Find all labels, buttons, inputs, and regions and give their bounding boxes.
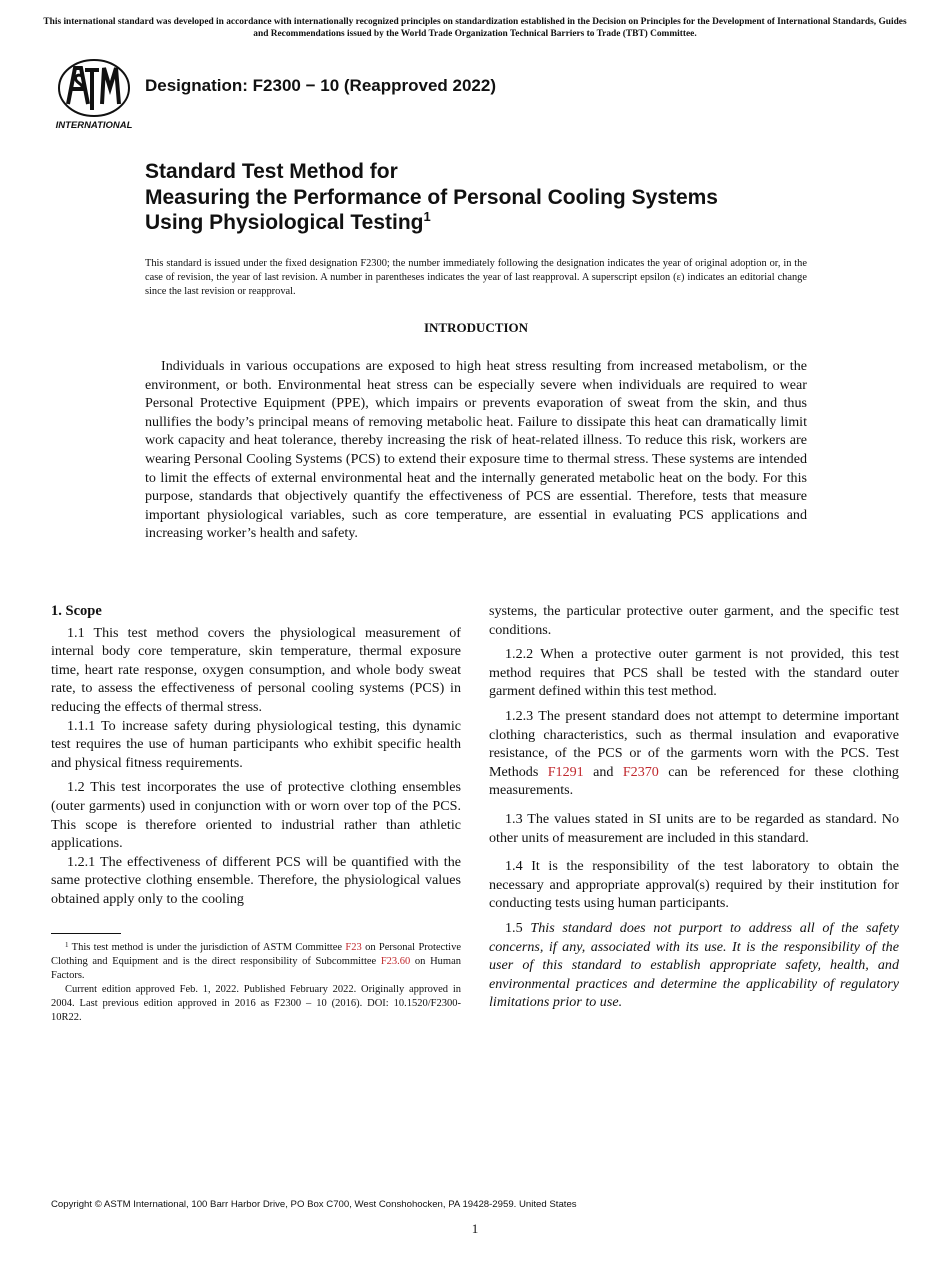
tbt-notice: This international standard was developed in accordance with internationally recognized principles on standardization established in the Decision on Principles for the Development of International Standards, Guides and Recommendations issued by the World Trade Organization Technical Barriers to Trade (TBT) Committee.: [43, 17, 907, 39]
right-column: [489, 602, 899, 1012]
introduction-text: Individuals in various occupations are exposed to high heat stress resulting from increased metabolism, or the environment, or both. Environmental heat stress can be especially severe when individuals are required to wear Personal Protective Equipment (PPE), which impairs or prevents evaporation of sweat from the skin, and thus nullifies the body’s principal means of removing metabolic heat. Failure to dissipate this heat can dramatically limit work capacity and heat tolerance, thereby increasing the risk of heat-related illness. To reduce this risk, workers are wearing Personal Cooling Systems (PCS) to extend their exposure time to thermal stress. These systems are intended to limit the effects of external environmental heat and the internally generated metabolic heat on the body. For this purpose, standards that objectively quantify the effectiveness of PCS are essential. Therefore, tests that measure important physiological variables, such as core temperature, are essential in evaluating PCS applications and increasing worker’s health and safety.: [145, 358, 807, 542]
para-1-2-1: 1.2.1 The effectiveness of different PCS will be quantified with the same protective clothing ensemble. Therefore, the physiological values obtained apply only to the cooling: [51, 853, 461, 907]
copyright: Copyright © ASTM International, 100 Barr Harbor Drive, PO Box C700, West Conshohocken, PA 19428-2959. United States: [51, 1199, 577, 1210]
link-f23-60[interactable]: F23.60: [380, 956, 411, 967]
para-1-2-1-continued: systems, the particular protective outer garment, and the specific test conditions.: [489, 603, 899, 638]
footnote-1-text-c: on Human Factors.: [51, 956, 461, 981]
left-column: [51, 602, 461, 909]
introduction-heading: INTRODUCTION: [423, 320, 528, 335]
astm-logo: [52, 58, 136, 132]
para-1-3: 1.3 The values stated in SI units are to be regarded as standard. No other units of measurement are included in this standard.: [489, 810, 899, 846]
para-1-5-text: This standard does not purport to address all of the safety concerns, if any, associated with its use. It is the responsibility of the user of this standard to establish appropriate safety, health, and environmental practices and determine the applicability of regulatory limitations prior to use.: [489, 919, 900, 1011]
para-1-1: 1.1 This test method covers the physiological measurement of internal body core temperature, skin temperature, thermal exposure time, heart rate response, oxygen consumption, and whole body sweat rate, to assess the effectiveness of personal cooling systems (PCS) in reducing the effects of thermal stress.: [51, 624, 461, 715]
page-number: 1: [471, 1221, 479, 1236]
link-f1291[interactable]: F1291: [547, 763, 584, 780]
para-1-1-1: 1.1.1 To increase safety during physiological testing, this dynamic test requires the use of human participants who exhibit specific health and physical fitness requirements.: [51, 717, 461, 771]
title-footnote-mark: 1: [423, 209, 431, 224]
link-f23[interactable]: F23: [345, 942, 362, 953]
link-f2370[interactable]: F2370: [622, 763, 659, 780]
designation: Designation: F2300 − 10 (Reapproved 2022): [145, 76, 496, 95]
footnote-1-text-a: This test method is under the jurisdiction of ASTM Committee: [71, 942, 346, 953]
and-text: and: [583, 763, 623, 780]
title-line-3: [145, 210, 845, 236]
para-1-5: [489, 919, 899, 1012]
para-1-2-2: 1.2.2 When a protective outer garment is not provided, this test method requires that PCS shall be tested with the standard outer garment defined within this test method.: [489, 646, 899, 700]
para-1-4: 1.4 It is the responsibility of the test laboratory to obtain the necessary and appropriate approval(s) required by their institution for conducting tests using human participants.: [489, 858, 899, 912]
title-line-3-text: Using Physiological Testing: [145, 211, 424, 234]
issuance-note: This standard is issued under the fixed designation F2300; the number immediately following the designation indicates the year of original adoption or, in the case of revision, the year of last revision. A number in parentheses indicates the year of last reapproval. A superscript epsilon (ε) indicates an editorial change since the last revision or reapproval.: [145, 258, 807, 297]
footnote-mark: 1: [65, 941, 69, 949]
para-1-5-number: 1.5: [505, 919, 531, 936]
para-1-2-3-text-b: can be referenced for these clothing measurements.: [489, 763, 899, 799]
para-1-2-3: [489, 707, 899, 800]
title-line-1: Standard Test Method for: [145, 160, 398, 183]
logo-label: INTERNATIONAL: [55, 120, 133, 131]
footnote-1: [51, 941, 461, 983]
title-line-2: Measuring the Performance of Personal Cooling Systems: [145, 185, 718, 209]
scope-heading: 1. Scope: [51, 603, 102, 619]
document-title: [145, 159, 845, 236]
footnote-edition: Current edition approved Feb. 1, 2022. Published February 2022. Originally approved in 2004. Last previous edition approved in 2016 as F2300 – 10 (2016). DOI: 10.1520/F2300-10R22.: [51, 984, 461, 1023]
para-1-2-3-text-a: 1.2.3 The present standard does not attempt to determine important clothing characteristics, such as thermal insulation and evaporative resistance, of the PCS or of the garments worn with the PCS. Test Methods: [489, 707, 899, 780]
footnote-1-text-b: on Personal Protective Clothing and Equipment and is the direct responsibility of Subcommittee: [51, 942, 462, 967]
footnote-divider: [51, 933, 121, 934]
para-1-2: 1.2 This test incorporates the use of protective clothing ensembles (outer garments) used in conjunction with or worn over top of the PCS. This scope is therefore oriented to industrial rather than athletic applications.: [51, 779, 461, 852]
footnotes: [51, 941, 461, 1025]
